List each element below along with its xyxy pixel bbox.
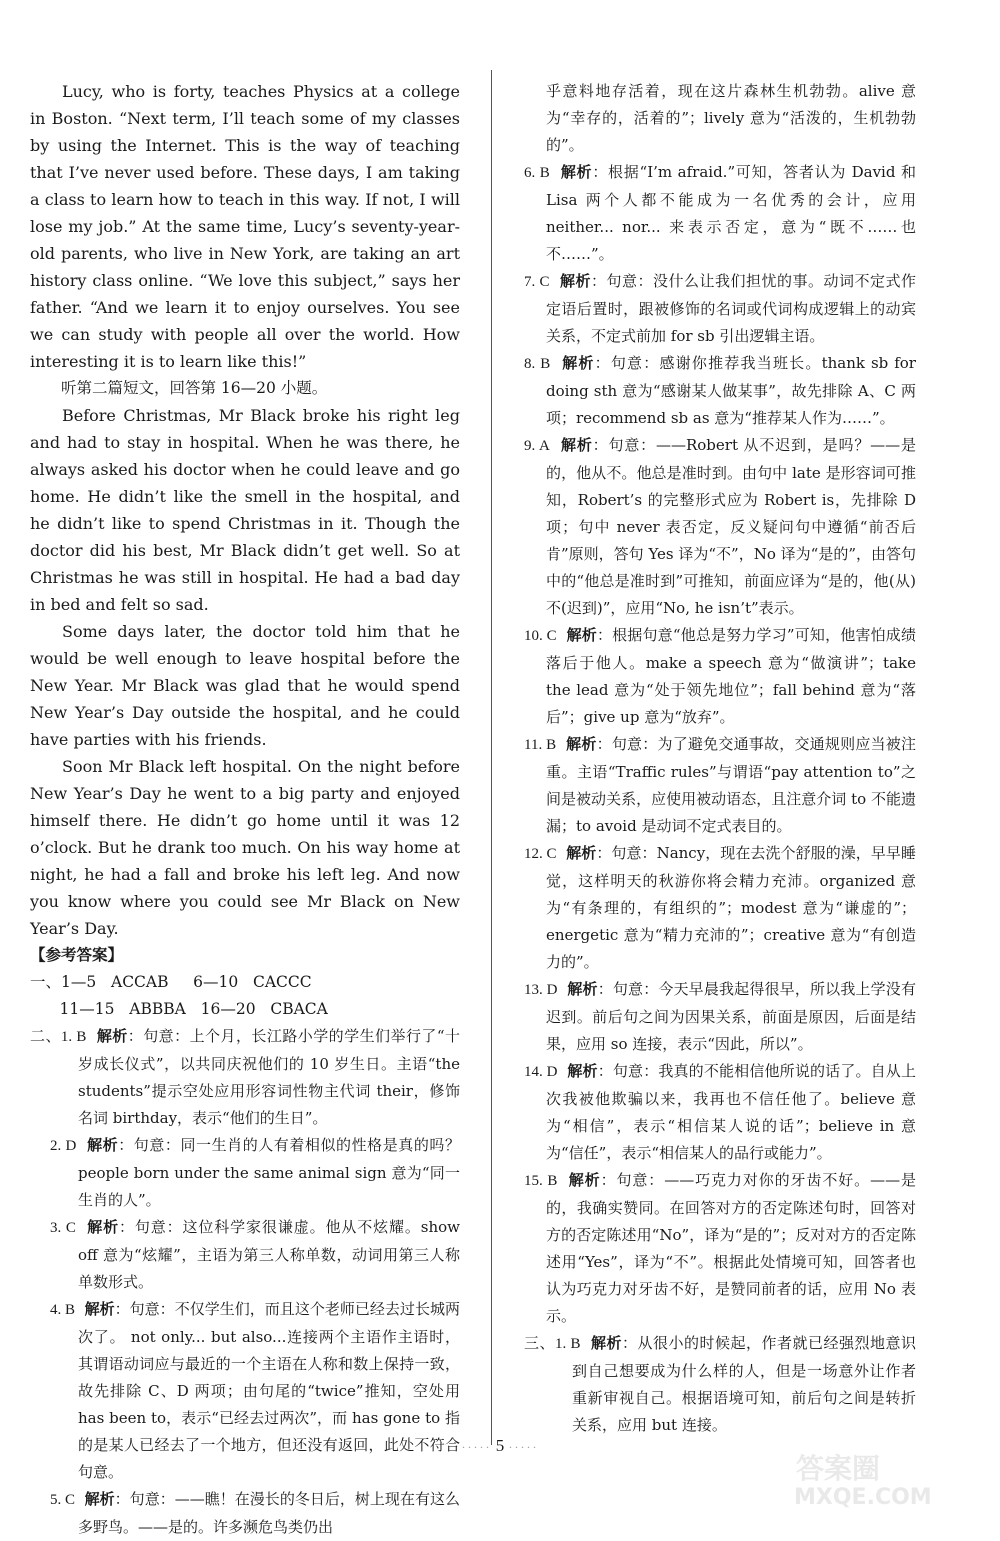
- passage-2-heading: 听第二篇短文，回答第 16—20 小题。: [61, 379, 328, 397]
- section-2-explanations: [30, 1023, 460, 1541]
- column-divider: [491, 70, 492, 1445]
- explanation-item: 3. C 解析：句意：这位科学家很谦虚。他从不炫耀。show off 意为“炫耀”，主语为第三人称单数，动词用第三人称单数形式。: [50, 1218, 460, 1291]
- section-3-explanations: [524, 1330, 916, 1439]
- passage-2-paragraph-1: Before Christmas, Mr Black broke his right leg and had to stay in hospital. When he was there, he always asked his doctor when he could leave and go home. He didn’t like the smell in the hospital, and he didn’t like to spend Christmas in it. Though the doctor did his best, Mr Black didn’t get well. So at Christmas he was still in hospital. He had a bad day in bed and felt so sad.: [30, 406, 460, 614]
- explanation-item: 7. C 解析：句意：没什么让我们担忧的事。动词不定式作定语后置时，跟被修饰的名词或代词构成逻辑上的动宾关系，不定式前加 for sb 引出逻辑主语。: [524, 272, 916, 345]
- explanation-item: 8. B 解析：句意：感谢你推荐我当班长。thank sb for doing sth 意为“感谢某人做某事”，故先排除 A、C 两项；recommend sb as 意为“推荐某人作为……”。: [524, 354, 916, 427]
- explanation-5-continued: 乎意料地存活着，现在这片森林生机勃勃。alive 意为“幸存的，活着的”；lively 意为“活泼的，生机勃勃的”。: [546, 82, 916, 154]
- passage-1-paragraph: Lucy, who is forty, teaches Physics at a college in Boston. “Next term, I’ll teach some of my classes by using the Internet. This is the way of teaching that I’ve never used before. These days, I am taking a class to learn how to teach in this way. If not, I will lose my job.” At the same time, Lucy’s seventy-year-old parents, who live in New York, are taking an art history class online. “We love this subject,” says her father. “And we learn it to enjoy ourselves. You see we can study with people all over the world. How interesting it is to learn like this!”: [30, 82, 460, 371]
- explanation-item: 二、1. B 解析：句意：上个月，长江路小学的学生们举行了“十岁成长仪式”，以共同庆祝他们的 10 岁生日。主语“the students”提示空处应用形容词性物主代词 their，修饰名词 birthday，表示“他们的生日”。: [30, 1027, 460, 1127]
- answer-key-line-2: 11—15 ABBBA 16—20 CBACA: [30, 1000, 328, 1018]
- svg-text:答案圈: 答案圈: [796, 1452, 881, 1485]
- explanation-item: 11. B 解析：句意：为了避免交通事故，交通规则应当被注重。主语“Traffic rules”与谓语“pay attention to”之间是被动关系，应使用被动语态，且注意介词 to 不能遗漏；to avoid 是动词不定式表目的。: [524, 735, 916, 835]
- svg-text:MXQE.COM: MXQE.COM: [794, 1485, 932, 1510]
- explanation-item: 4. B 解析：句意：不仅学生们，而且这个老师已经去过长城两次了。 not only... but also...连接两个主语作主语时，其谓语动词应与最近的一个主语在人称和数上保持一致，故先排除 C、D 两项；由句尾的“twice”推知，空处用 has been to，表示“已经去过两次”，而 has gone to 指的是某人已经去了一个地方，但还没有返回，此处不符合句意。: [50, 1300, 460, 1481]
- left-column: [30, 78, 460, 1541]
- answers-title: 【参考答案】: [30, 946, 124, 964]
- passage-2-paragraph-2: Some days later, the doctor told him that he would be well enough to leave hospital before the New Year. Mr Black was glad that he would spend New Year’s Day outside the hospital, and he could have parties with his friends.: [30, 622, 460, 749]
- page-number: ····· 5 ·····: [461, 1436, 539, 1455]
- explanation-item: 14. D 解析：句意：我真的不能相信他所说的话了。自从上次我被他欺骗以来，我再也不信任他了。believe 意为“相信”，表示“相信某人说的话”；believe in 意为“信任”，表示“相信某人的品行或能力”。: [524, 1062, 916, 1162]
- explanation-item: 15. B 解析：句意：——巧克力对你的牙齿不好。——是的，我确实赞同。在回答对方的否定陈述句时，回答对方的否定陈述用“No”，译为“是的”；反对对方的否定陈述用“Yes”，译为“不”。根据此处情境可知，回答者也认为巧克力对牙齿不好，是赞同前者的话，应用 No 表示。: [524, 1171, 916, 1325]
- passage-2-paragraph-3: Soon Mr Black left hospital. On the night before New Year’s Day he went to a big party and enjoyed himself there. He didn’t go home until it was 12 o’clock. But he drank too much. On his way home at night, he had a fall and broke his left leg. And now you know where you could see Mr Black on New Year’s Day.: [30, 757, 460, 938]
- explanation-item: 三、1. B 解析：从很小的时候起，作者就已经强烈地意识到自己想要成为什么样的人，但是一场意外让作者重新审视自己。根据语境可知，前后句之间是转折关系，应用 but 连接。: [524, 1334, 916, 1434]
- explanation-item: 9. A 解析：句意：——Robert 从不迟到，是吗？——是的，他从不。他总是准时到。由句中 late 是形容词可推知，Robert’s 的完整形式应为 Robert is，先排除 D 项；句中 never 表否定，反义疑问句中遵循“前否后肯”原则，答句 Yes 译为“不”，No 译为“是的”，由答句中的“他总是准时到”可推知，前面应译为“是的，他(从)不(迟到)”，应用“No, he isn’t”表示。: [524, 436, 916, 617]
- explanation-item: 5. C 解析：句意：——瞧！在漫长的冬日后，树上现在有这么多野鸟。——是的。许多濒危鸟类仍出: [50, 1490, 460, 1536]
- listening-passage-1: [30, 78, 460, 375]
- explanation-item: 2. D 解析：句意：同一生肖的人有着相似的性格是真的吗？ people born under the same animal sign 意为“同一生肖的人”。: [50, 1136, 460, 1209]
- explanation-item: 10. C 解析：根据句意“他总是努力学习”可知，他害怕成绩落后于他人。make a speech 意为“做演讲”；take the lead 意为“处于领先地位”；fall behind 意为“落后”；give up 意为“放弃”。: [524, 626, 916, 726]
- explanation-item: 13. D 解析：句意：今天早晨我起得很早，所以我上学没有迟到。前后句之间为因果关系，前面是原因，后面是结果，应用 so 连接，表示“因此，所以”。: [524, 980, 916, 1053]
- listening-passage-2: [30, 402, 460, 942]
- watermark-logo: [776, 1448, 986, 1510]
- answer-key-line-1: 一、1—5 ACCAB 6—10 CACCC: [30, 973, 312, 991]
- explanation-item: 12. C 解析：句意：Nancy，现在去洗个舒服的澡，早早睡觉，这样明天的秋游你将会精力充沛。organized 意为“有条理的，有组织的”；modest 意为“谦虚的”；energetic 意为“精力充沛的”；creative 意为“有创造力的”。: [524, 844, 916, 971]
- right-column: [524, 78, 916, 1439]
- explanation-item: 6. B 解析：根据“I’m afraid.”可知，答者认为 David 和 Lisa 两个人都不能成为一名优秀的会计，应用 neither... nor... 来表示否定，意为“既不……也不……”。: [524, 163, 916, 263]
